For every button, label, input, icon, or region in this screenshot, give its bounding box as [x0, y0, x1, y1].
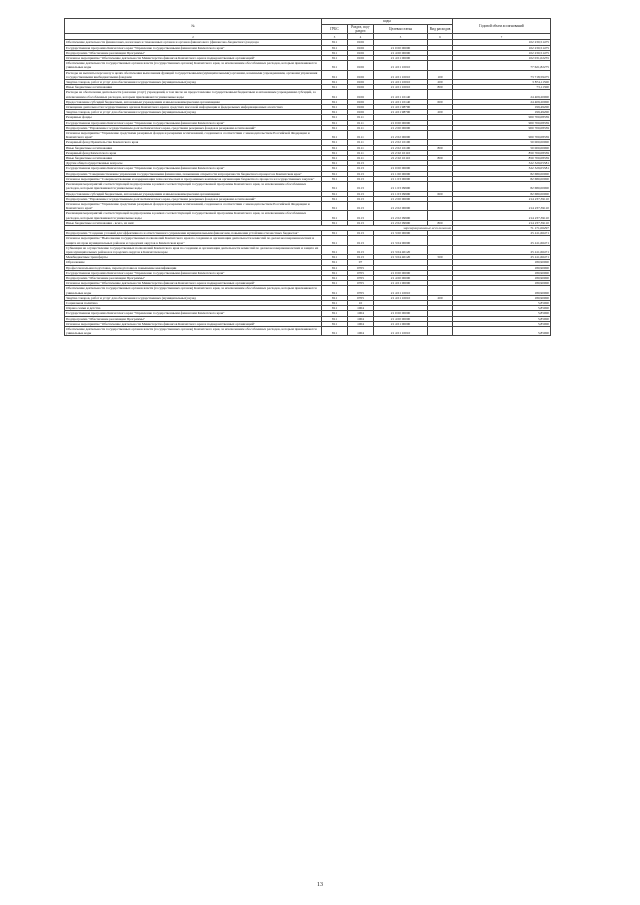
row-name: Государственная программа Камчатского края "Управление государственными финансами Камчатского края": [65, 270, 322, 275]
row-razdel: 0113: [348, 245, 374, 254]
row-vr: [428, 182, 453, 191]
row-razdel: 0106: [348, 85, 374, 90]
row-target: 21 1 03 09990: [374, 182, 428, 191]
row-name: Профессиональная подготовка, переподготовка и повышение квалификации: [65, 265, 322, 270]
row-target: 21 3 04 40120: [374, 255, 428, 260]
table-row: [65, 245, 551, 254]
row-sum: 180,90000: [453, 260, 551, 265]
row-sum: 3 874,11500: [453, 80, 551, 85]
row-name: Другие общегосударственные вопросы: [65, 161, 322, 166]
row-grbs: 811: [322, 99, 348, 104]
row-sum: 180,90000: [453, 295, 551, 300]
row-target: 21 4 01 10140: [374, 99, 428, 104]
row-grbs: 811: [322, 120, 348, 125]
row-name: Субвенции на осуществление государственных полномочий Камчатского края по созданию и организации деятельности комиссий по делам несовершеннолетних и защите их прав муниципальных районов и городских округов в Камчатском крае: [65, 245, 322, 254]
row-name: Обеспечение деятельности государственных органов власти (государственных органов) Камчатского края, за исключением обособленных расходов, которым присваиваются уникальные коды: [65, 326, 322, 335]
row-vr: 800: [428, 145, 453, 150]
row-grbs: 811: [322, 161, 348, 166]
row-name: Основное мероприятие "Управление средствами резервных фондов и резервами ассигнований, созданных в соответствии с законодательством Российской Федерации и Камчатского края": [65, 131, 322, 140]
row-sum: 82 680,00000: [453, 171, 551, 176]
row-vr: 600: [428, 99, 453, 104]
row-vr: 600: [428, 191, 453, 196]
row-razdel: 0113: [348, 161, 374, 166]
table-row: [65, 70, 551, 79]
row-grbs: 811: [322, 90, 348, 99]
row-grbs: 811: [322, 255, 348, 260]
row-razdel: 07: [348, 260, 374, 265]
row-sum: 73 718,59475: [453, 70, 551, 79]
row-sum: 5,85000: [453, 300, 551, 305]
row-vr: [428, 245, 453, 254]
row-vr: 800: [428, 220, 453, 225]
row-name: Расходы на выплаты персоналу в целях обеспечения выполнения функций государственными (муниципальными) органами, казенными учреждениями, органами управления государственными внебюджетными фондами: [65, 70, 322, 79]
row-sum: 214 237,39110: [453, 220, 551, 225]
row-name: Охрана семьи и детства: [65, 306, 322, 311]
row-target: 21 1 00 00000: [374, 171, 428, 176]
row-sum: 25 411,66471: [453, 236, 551, 245]
row-vr: 200: [428, 295, 453, 300]
row-sum: 322 329,05581: [453, 161, 551, 166]
row-grbs: 811: [322, 171, 348, 176]
colnum-sum: 7: [453, 34, 551, 40]
row-target: 21 4 01 10010: [374, 295, 428, 300]
row-vr: [428, 326, 453, 335]
row-target: 21 4 01 10010: [374, 70, 428, 79]
row-razdel: 0113: [348, 236, 374, 245]
row-name: Подпрограмма "Обеспечение реализации Программы": [65, 316, 322, 321]
row-grbs: 811: [322, 220, 348, 225]
row-grbs: 811: [322, 105, 348, 110]
page-number: 13: [317, 882, 323, 888]
row-sum: 180,90000: [453, 275, 551, 280]
row-razdel: 0705: [348, 295, 374, 300]
row-grbs: 811: [322, 125, 348, 130]
row-grbs: 811: [322, 196, 348, 201]
row-vr: [428, 201, 453, 210]
row-name: Социальная политика: [65, 300, 322, 305]
row-razdel: 0111: [348, 145, 374, 150]
row-razdel: 0111: [348, 131, 374, 140]
row-grbs: 811: [322, 156, 348, 161]
row-name: Подпрограмма "Обеспечение реализации Программы": [65, 50, 322, 55]
row-vr: 200: [428, 110, 453, 115]
row-razdel: 0113: [348, 171, 374, 176]
row-sum: 900 700,08339: [453, 120, 551, 125]
row-razdel: 0111: [348, 156, 374, 161]
row-sum: 50 000,00000: [453, 140, 551, 145]
row-vr: 800: [428, 156, 453, 161]
row-name: Государственная программа Камчатского края "Управление государственными финансами Камчатского края": [65, 120, 322, 125]
row-grbs: 811: [322, 150, 348, 155]
row-razdel: 0106: [348, 50, 374, 55]
row-razdel: 1004: [348, 321, 374, 326]
row-name: Основное мероприятие "Управление средствами резервных фондов и резервами ассигнований, созданных в соответствии с законодательством Российской Федерации и Камчатского края": [65, 201, 322, 210]
row-target: 21 0 00 00000: [374, 45, 428, 50]
row-name: Подпрограмма "Управление государственным долгом Камчатского края, средствами резервных фондов и резервами ассигнований": [65, 125, 322, 130]
row-sum: 71 171,06297: [453, 225, 551, 230]
row-name: Реализация мероприятий соответствующей подпрограммы в рамках соответствующей государственной программы Камчатского края, за исключением обособленных расходов, которым присваиваются уникальные коды: [65, 211, 322, 220]
row-target: 21 4 01 10010: [374, 326, 428, 335]
header-grbs: ГРБС: [322, 25, 348, 34]
row-vr: [428, 131, 453, 140]
table-row: [65, 182, 551, 191]
table-row: [65, 286, 551, 295]
row-target: 21 4 00 00000: [374, 275, 428, 280]
row-sum: 25 411,66471: [453, 231, 551, 236]
row-grbs: 811: [322, 306, 348, 311]
header-cs: Целевая статья: [374, 25, 428, 34]
row-grbs: 811: [322, 270, 348, 275]
row-sum: 900 700,08339: [453, 125, 551, 130]
table-header: [65, 19, 551, 40]
row-sum: 102 230,51475: [453, 50, 551, 55]
row-vr: 100: [428, 70, 453, 79]
row-name: Предоставление субсидий бюджетным, автономным учреждениям и иным некоммерческим организациям: [65, 191, 322, 196]
row-target: 21 2 02 00000: [374, 131, 428, 140]
row-target: 21 3 04 40120: [374, 245, 428, 254]
row-vr: [428, 211, 453, 220]
row-name: Резервный фонд Камчатского края: [65, 150, 322, 155]
row-grbs: 811: [322, 316, 348, 321]
row-target: 21 4 01 10010: [374, 61, 428, 70]
row-grbs: 811: [322, 245, 348, 254]
row-razdel: 0106: [348, 90, 374, 99]
row-sum: 102 031,02255: [453, 56, 551, 61]
row-razdel: 0106: [348, 40, 374, 45]
row-sum: 102 230,51475: [453, 45, 551, 50]
row-razdel: 0113: [348, 211, 374, 220]
row-name: Государственная программа Камчатского края "Управление государственными финансами Камчатского края": [65, 45, 322, 50]
row-grbs: 811: [322, 201, 348, 210]
row-target: 21 4 01 00000: [374, 281, 428, 286]
row-name: Основное мероприятие "Совершенствование и модернизация технологических и программных комплексов организации бюджетного процесса и государственных закупок": [65, 176, 322, 181]
budget-table: [64, 18, 551, 336]
table-row: [65, 326, 551, 335]
row-name: Подпрограмма "Управление государственным долгом Камчатского края, средствами резервных фондов и резервами ассигнований": [65, 196, 322, 201]
row-name: Освещение деятельности государственных органов Камчатского края в средствах массовой информации и федеральных информационных агентствах: [65, 105, 322, 110]
row-grbs: 811: [322, 211, 348, 220]
row-name: Обеспечение деятельности государственных органов власти (государственных органов) Камчатского края, за исключением обособленных расходов, которым присваиваются уникальные коды: [65, 286, 322, 295]
table-row: [65, 90, 551, 99]
row-grbs: 811: [322, 286, 348, 295]
header-sum: Годовой объем ассигнований: [453, 19, 551, 34]
row-sum: 82 680,00000: [453, 182, 551, 191]
row-grbs: 811: [322, 231, 348, 236]
row-grbs: 811: [322, 166, 348, 171]
row-sum: 900 700,08339: [453, 131, 551, 140]
row-razdel: 0113: [348, 191, 374, 196]
row-name: Основное мероприятие "Обеспечение деятельности Министерства финансов Камчатского края и подведомственных организаций": [65, 281, 322, 286]
row-sum: 50 000,00000: [453, 145, 551, 150]
row-target: 21 1 03 00000: [374, 176, 428, 181]
table-row: [65, 211, 551, 220]
row-razdel: 0113: [348, 166, 374, 171]
row-name: Закупка товаров, работ и услуг для обеспечения государственных (муниципальных) нужд: [65, 295, 322, 300]
row-target: 21 2 02 10110: [374, 156, 428, 161]
row-name: Основное мероприятие "Обеспечение деятельности Министерства финансов Камчатского края и подведомственных организаций": [65, 56, 322, 61]
row-grbs: 811: [322, 50, 348, 55]
row-razdel: 0111: [348, 120, 374, 125]
row-grbs: 811: [322, 80, 348, 85]
row-sum: 180,90000: [453, 270, 551, 275]
row-target: 21 2 02 09990: [374, 220, 428, 225]
row-razdel: 0111: [348, 140, 374, 145]
row-grbs: 811: [322, 176, 348, 181]
row-razdel: 0705: [348, 265, 374, 270]
row-sum: 5,85000: [453, 326, 551, 335]
row-razdel: 0106: [348, 99, 374, 104]
row-razdel: 0106: [348, 110, 374, 115]
table-row: [65, 131, 551, 140]
row-target: 21 4 01 10140: [374, 90, 428, 99]
table-body: [65, 40, 551, 336]
row-vr: 500: [428, 255, 453, 260]
row-name: Основное мероприятие "Обеспечение деятельности Министерства финансов Камчатского края и подведомственных организаций": [65, 321, 322, 326]
row-razdel: 0113: [348, 201, 374, 210]
row-grbs: 811: [322, 295, 348, 300]
row-razdel: 0705: [348, 275, 374, 280]
table-row: [65, 201, 551, 210]
row-grbs: 811: [322, 265, 348, 270]
row-target: 21 0 00 00000: [374, 311, 428, 316]
row-razdel: 0111: [348, 115, 374, 120]
row-name: Реализация мероприятий соответствующей подпрограммы в рамках соответствующей государственной программы Камчатского края, за исключением обособленных расходов, которым присваиваются уникальные коды: [65, 182, 322, 191]
row-razdel: 0111: [348, 125, 374, 130]
row-target: 21 3 00 00000: [374, 231, 428, 236]
header-vr: Вид расходов: [428, 25, 453, 34]
document-page: [64, 18, 550, 336]
row-name: Подпрограмма "Создание условий для эффективного и ответственного управления муниципальными финансами, повышения устойчивости местных бюджетов": [65, 231, 322, 236]
row-name: Резервный фонд Правительства Камчатского края: [65, 140, 322, 145]
row-sum: 180,90000: [453, 281, 551, 286]
row-sum: 850 700,08339: [453, 150, 551, 155]
row-razdel: 0106: [348, 80, 374, 85]
row-grbs: 811: [322, 321, 348, 326]
colnum-vr: 6: [428, 34, 453, 40]
row-target: 21 2 02 10100: [374, 140, 428, 145]
row-grbs: 811: [322, 281, 348, 286]
row-razdel: 10: [348, 300, 374, 305]
row-target: 21 1 03 09990: [374, 191, 428, 196]
row-name: Иные бюджетные ассигнования: [65, 156, 322, 161]
row-grbs: 811: [322, 260, 348, 265]
row-razdel: 0113: [348, 196, 374, 201]
row-grbs: 811: [322, 140, 348, 145]
row-grbs: 811: [322, 61, 348, 70]
row-sum: 180,90000: [453, 265, 551, 270]
row-grbs: 811: [322, 326, 348, 335]
colnum-name: 2: [65, 34, 322, 40]
row-name: Обеспечение деятельности финансовых, налоговых и таможенных органов и органов финансового (финансово-бюджетного) надзора: [65, 40, 322, 45]
row-sum: 24 409,20000: [453, 99, 551, 104]
row-razdel: 1004: [348, 311, 374, 316]
row-grbs: 811: [322, 182, 348, 191]
row-razdel: 0705: [348, 286, 374, 295]
row-sum: 5,85000: [453, 306, 551, 311]
row-razdel: 0106: [348, 70, 374, 79]
row-target: 21 4 01 98700: [374, 105, 428, 110]
header-codes: коды: [322, 19, 453, 25]
row-razdel: 0113: [348, 255, 374, 260]
row-sum: 102 230,51475: [453, 40, 551, 45]
row-name: Подпрограмма "Обеспечение реализации Программы": [65, 275, 322, 280]
row-grbs: 811: [322, 85, 348, 90]
row-sum: 322 329,05581: [453, 166, 551, 171]
colnum-razdel: 4: [348, 34, 374, 40]
row-name: Закупка товаров, работ и услуг для обеспечения государственных (муниципальных) нужд: [65, 80, 322, 85]
row-target: 21 4 01 00000: [374, 321, 428, 326]
row-target: 21 4 01 10010: [374, 80, 428, 85]
row-vr: 800: [428, 85, 453, 90]
row-grbs: 811: [322, 145, 348, 150]
row-razdel: 1004: [348, 316, 374, 321]
row-sum: 73,11300: [453, 85, 551, 90]
row-grbs: 811: [322, 110, 348, 115]
row-vr: [428, 286, 453, 295]
row-razdel: 0106: [348, 45, 374, 50]
row-name: Предоставление субсидий бюджетным, автономным учреждениям и иным некоммерческим организациям: [65, 99, 322, 104]
row-razdel: 0113: [348, 220, 374, 225]
row-target: 21 4 01 10010: [374, 85, 428, 90]
row-target: 21 2 02 10100: [374, 145, 428, 150]
row-target: 21 0 00 00000: [374, 120, 428, 125]
row-target: 21 2 02 09990: [374, 211, 428, 220]
row-razdel: 0705: [348, 281, 374, 286]
row-sum: 82 680,00000: [453, 191, 551, 196]
row-sum: 5,85000: [453, 316, 551, 321]
row-razdel: 0113: [348, 182, 374, 191]
row-sum: 5,85000: [453, 321, 551, 326]
row-sum: 214 237,39110: [453, 201, 551, 210]
row-sum: 25 411,66471: [453, 245, 551, 254]
row-grbs: 811: [322, 131, 348, 140]
row-target: 21 2 02 00000: [374, 201, 428, 210]
row-razdel: 0113: [348, 176, 374, 181]
row-target: 21 2 00 00000: [374, 125, 428, 130]
row-name: Подпрограмма "Совершенствование управления государственными финансами, повышение открытости и прозрачности бюджетного процесса в Камчатском крае": [65, 171, 322, 176]
row-name: Государственная программа Камчатского края "Управление государственными финансами Камчатского края": [65, 166, 322, 171]
row-grbs: 811: [322, 275, 348, 280]
row-sum: 180,90000: [453, 286, 551, 295]
row-grbs: 811: [322, 115, 348, 120]
row-name: Иные бюджетные ассигнования: [65, 85, 322, 90]
row-vr: [428, 90, 453, 99]
row-razdel: 1004: [348, 306, 374, 311]
row-name: Образование: [65, 260, 322, 265]
row-name: Межбюджетные трансферты: [65, 255, 322, 260]
row-grbs: 811: [322, 300, 348, 305]
row-razdel: 1004: [348, 326, 374, 335]
row-razdel: 0106: [348, 56, 374, 61]
row-grbs: 811: [322, 56, 348, 61]
row-razdel: 0106: [348, 105, 374, 110]
row-name: Иные бюджетные ассигнования - всего, из них:: [65, 220, 322, 225]
row-sum: 77 621,82275: [453, 61, 551, 70]
row-vr: [428, 236, 453, 245]
colnum-grbs: 3: [322, 34, 348, 40]
row-sum: 214 237,39110: [453, 196, 551, 201]
row-target: 21 3 04 00000: [374, 236, 428, 245]
row-name: Иные бюджетные ассигнования: [65, 145, 322, 150]
row-razdel: 0106: [348, 61, 374, 70]
row-target: 21 4 01 00000: [374, 56, 428, 61]
row-sum: 199,49200: [453, 105, 551, 110]
row-sum: 199,49200: [453, 110, 551, 115]
row-grbs: 811: [322, 40, 348, 45]
row-grbs: 811: [322, 45, 348, 50]
row-target: 21 4 00 00000: [374, 50, 428, 55]
row-name: Расходы на обеспечение деятельности (оказание услуг) учреждений, в том числе на предоставление государственным бюджетным и автономным учреждениям субсидий, за исключением обособленных расходов, которым присваиваются уникальные коды: [65, 90, 322, 99]
header-num: №: [65, 19, 322, 34]
row-razdel: 0113: [348, 231, 374, 236]
table-row: [65, 61, 551, 70]
row-name: Резервные фонды: [65, 115, 322, 120]
row-grbs: 811: [322, 191, 348, 196]
row-razdel: 0111: [348, 150, 374, 155]
row-target: 21 2 00 00000: [374, 196, 428, 201]
row-sum: 5,85000: [453, 311, 551, 316]
row-grbs: 811: [322, 70, 348, 79]
row-target: 21 0 00 00000: [374, 166, 428, 171]
row-sum: 82 680,00000: [453, 176, 551, 181]
table-row: [65, 236, 551, 245]
colnum-cs: 5: [374, 34, 428, 40]
row-sum: 24 409,20000: [453, 90, 551, 99]
row-target: 21 4 01 98700: [374, 110, 428, 115]
row-vr: [428, 61, 453, 70]
row-sum: 900 700,08339: [453, 115, 551, 120]
header-razdel: Раздел, под-раздел: [348, 25, 374, 34]
row-target: 21 2 02 10110: [374, 150, 428, 155]
row-sum: 214 237,39110: [453, 211, 551, 220]
row-name: Обеспечение деятельности государственных органов власти (государственных органов) Камчатского края, за исключением обособленных расходов, которым присваиваются уникальные коды: [65, 61, 322, 70]
row-name: Основное мероприятие "Выполнение государственных полномочий Камчатского края по созданию и организации деятельности комиссий по делам несовершеннолетних и защите их прав муниципальных районов и городских округов в Камчатском крае": [65, 236, 322, 245]
row-target: 21 0 00 00000: [374, 270, 428, 275]
row-grbs: 811: [322, 236, 348, 245]
row-sum: 850 700,08339: [453, 156, 551, 161]
row-grbs: 811: [322, 311, 348, 316]
row-razdel: 0705: [348, 270, 374, 275]
row-name: Государственная программа Камчатского края "Управление государственными финансами Камчатского края": [65, 311, 322, 316]
row-name: Закупка товаров, работ и услуг для обеспечения государственных (муниципальных) нужд: [65, 110, 322, 115]
row-vr: 200: [428, 80, 453, 85]
row-target: 21 4 00 00000: [374, 316, 428, 321]
row-target: 21 4 01 10010: [374, 286, 428, 295]
row-sum: 25 411,66471: [453, 255, 551, 260]
row-note: зарезервированные ассигнования: [65, 225, 453, 230]
